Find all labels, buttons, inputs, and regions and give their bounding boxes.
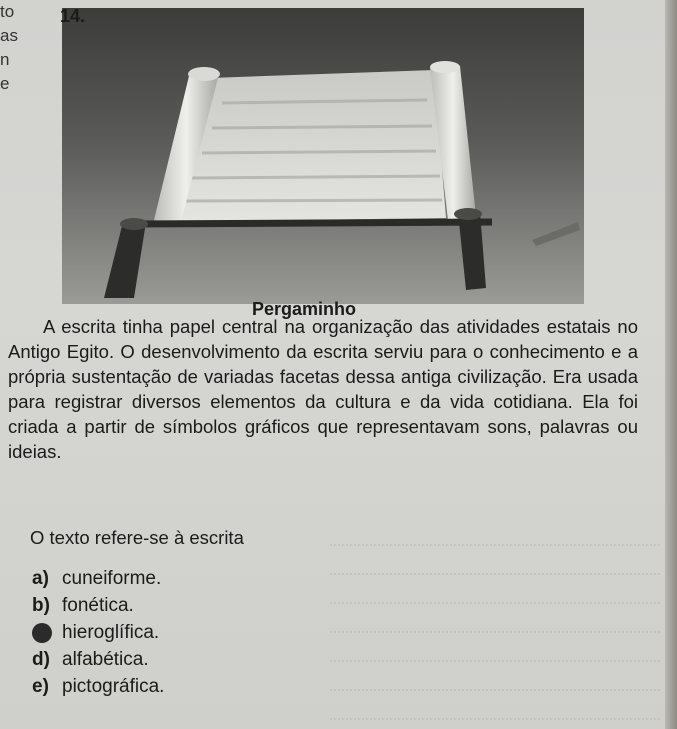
margin-fragment: to	[0, 2, 15, 21]
option-a[interactable]	[32, 565, 164, 592]
option-letter: e)	[32, 675, 49, 697]
option-c[interactable]	[32, 619, 164, 646]
option-d[interactable]	[32, 646, 164, 673]
option-letter: a)	[32, 567, 49, 589]
marked-answer-circle	[32, 623, 52, 643]
question-number: 14.	[60, 6, 86, 26]
page-edge-shadow	[665, 0, 677, 729]
option-b[interactable]	[32, 592, 164, 619]
show-through-text	[330, 520, 660, 720]
question-prompt: O texto refere-se à escrita	[30, 527, 244, 548]
scroll-illustration	[62, 8, 584, 304]
option-e[interactable]	[32, 673, 164, 700]
option-text: fonética.	[62, 594, 134, 616]
answer-options	[32, 565, 164, 700]
option-text: hieroglífica.	[62, 621, 160, 643]
margin-fragment: n	[0, 50, 10, 69]
margin-fragment: e	[0, 74, 10, 93]
option-letter: d)	[32, 648, 50, 670]
option-text: pictográfica.	[62, 675, 165, 697]
margin-fragment: as	[0, 26, 18, 45]
option-text: cuneiforme.	[62, 567, 162, 589]
source-paragraph: A escrita tinha papel central na organização das atividades estatais no Antigo Egito. O desenvolvimento da escrita serviu para o conhecimento e a própria sustentação de variadas facetas dessa antiga civilização. Era usada para registrar diversos elementos da cultura e da vida cotidiana. Ela foi criada a partir de símbolos gráficos que representavam sons, palavras ou ideias.	[8, 316, 638, 462]
option-text: alfabética.	[62, 648, 149, 670]
option-letter: b)	[32, 594, 50, 616]
scroll-photo	[62, 8, 584, 304]
left-margin-fragments	[0, 0, 50, 96]
figure-caption: Pergaminho	[252, 299, 357, 319]
